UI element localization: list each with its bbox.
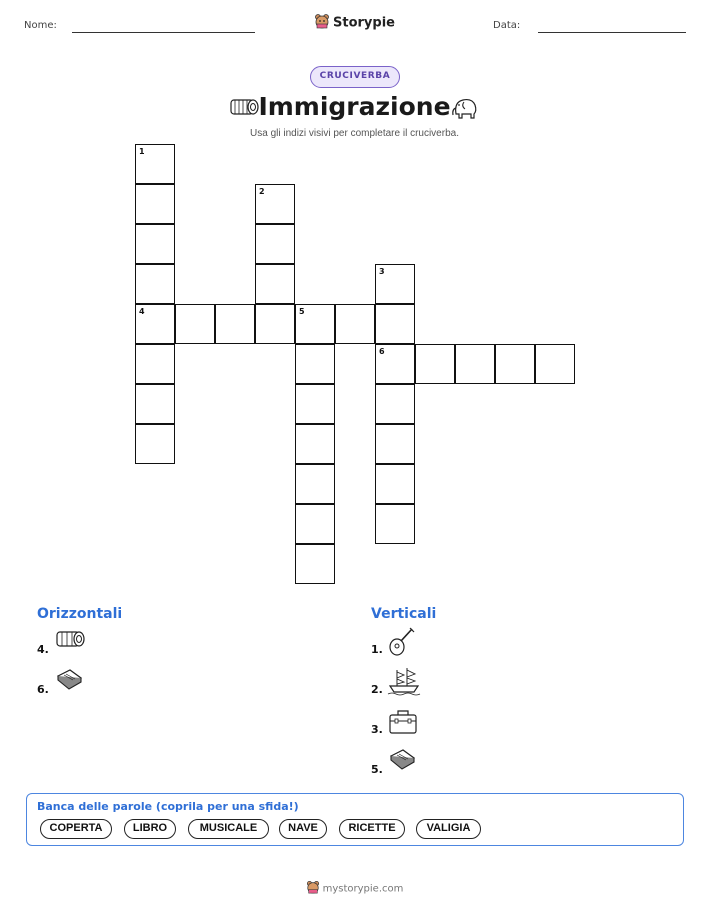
grid-cell[interactable]	[375, 464, 415, 504]
across-clue-number: 4.	[37, 643, 49, 656]
grid-cell[interactable]	[135, 184, 175, 224]
date-label: Data:	[493, 20, 521, 31]
footer	[0, 880, 709, 897]
grid-cell[interactable]	[255, 184, 295, 224]
clue-number: 5	[299, 307, 305, 316]
grid-cell[interactable]	[375, 424, 415, 464]
word-chip: MUSICALE	[188, 819, 269, 839]
grid-cell[interactable]	[135, 344, 175, 384]
mandolin-icon	[387, 626, 417, 662]
book-icon	[387, 746, 417, 776]
name-label: Nome:	[24, 20, 57, 31]
brand-logo	[0, 13, 709, 33]
down-clue-number: 3.	[371, 723, 383, 736]
word-chip: LIBRO	[124, 819, 176, 839]
word-chip: COPERTA	[40, 819, 112, 839]
grid-cell[interactable]	[535, 344, 575, 384]
grid-cell[interactable]	[255, 264, 295, 304]
grid-cell[interactable]	[295, 424, 335, 464]
blanket-icon	[54, 627, 86, 655]
grid-cell[interactable]	[135, 144, 175, 184]
word-chip: RICETTE	[339, 819, 405, 839]
across-title: Orizzontali	[37, 606, 123, 622]
grid-cell[interactable]	[295, 304, 335, 344]
grid-cell[interactable]	[135, 424, 175, 464]
grid-cell[interactable]	[255, 224, 295, 264]
grid-cell[interactable]	[135, 384, 175, 424]
suitcase-icon	[387, 707, 419, 739]
clue-number: 2	[259, 187, 265, 196]
grid-cell[interactable]	[495, 344, 535, 384]
clue-number: 4	[139, 307, 145, 316]
down-clue-number: 2.	[371, 683, 383, 696]
grid-cell[interactable]	[295, 544, 335, 584]
bear-logo-icon	[306, 880, 320, 897]
grid-cell[interactable]	[375, 384, 415, 424]
word-bank-title: Banca delle parole (coprila per una sfida!)	[37, 800, 299, 813]
word-chip: NAVE	[279, 819, 327, 839]
footer-url: mystorypie.com	[322, 883, 404, 895]
grid-cell[interactable]	[135, 264, 175, 304]
across-clue-number: 6.	[37, 683, 49, 696]
down-clue-number: 5.	[371, 763, 383, 776]
grid-cell[interactable]	[375, 264, 415, 304]
grid-cell[interactable]	[375, 304, 415, 344]
grid-cell[interactable]	[175, 304, 215, 344]
puzzle-type-badge: CRUCIVERBA	[310, 66, 400, 88]
grid-cell[interactable]	[215, 304, 255, 344]
brand-name: Storypie	[333, 15, 395, 31]
grid-cell[interactable]	[415, 344, 455, 384]
page-title: Immigrazione	[258, 92, 451, 121]
clue-number: 1	[139, 147, 145, 156]
down-title: Verticali	[371, 606, 437, 622]
grid-cell[interactable]	[335, 304, 375, 344]
ship-icon	[387, 666, 421, 700]
clue-number: 3	[379, 267, 385, 276]
elephant-icon	[450, 94, 480, 124]
grid-cell[interactable]	[455, 344, 495, 384]
grid-cell[interactable]	[295, 384, 335, 424]
bear-logo-icon	[314, 13, 330, 33]
grid-cell[interactable]	[135, 224, 175, 264]
grid-cell[interactable]	[255, 304, 295, 344]
down-clue-number: 1.	[371, 643, 383, 656]
grid-cell[interactable]	[375, 504, 415, 544]
word-bank	[26, 793, 684, 846]
grid-cell[interactable]	[135, 304, 175, 344]
instructions: Usa gli indizi visivi per completare il cruciverba.	[250, 128, 459, 139]
grid-cell[interactable]	[295, 504, 335, 544]
grid-cell[interactable]	[295, 344, 335, 384]
clue-number: 6	[379, 347, 385, 356]
recipe-book-icon	[54, 666, 84, 696]
word-chip: VALIGIA	[416, 819, 481, 839]
grid-cell[interactable]	[375, 344, 415, 384]
grid-cell[interactable]	[295, 464, 335, 504]
